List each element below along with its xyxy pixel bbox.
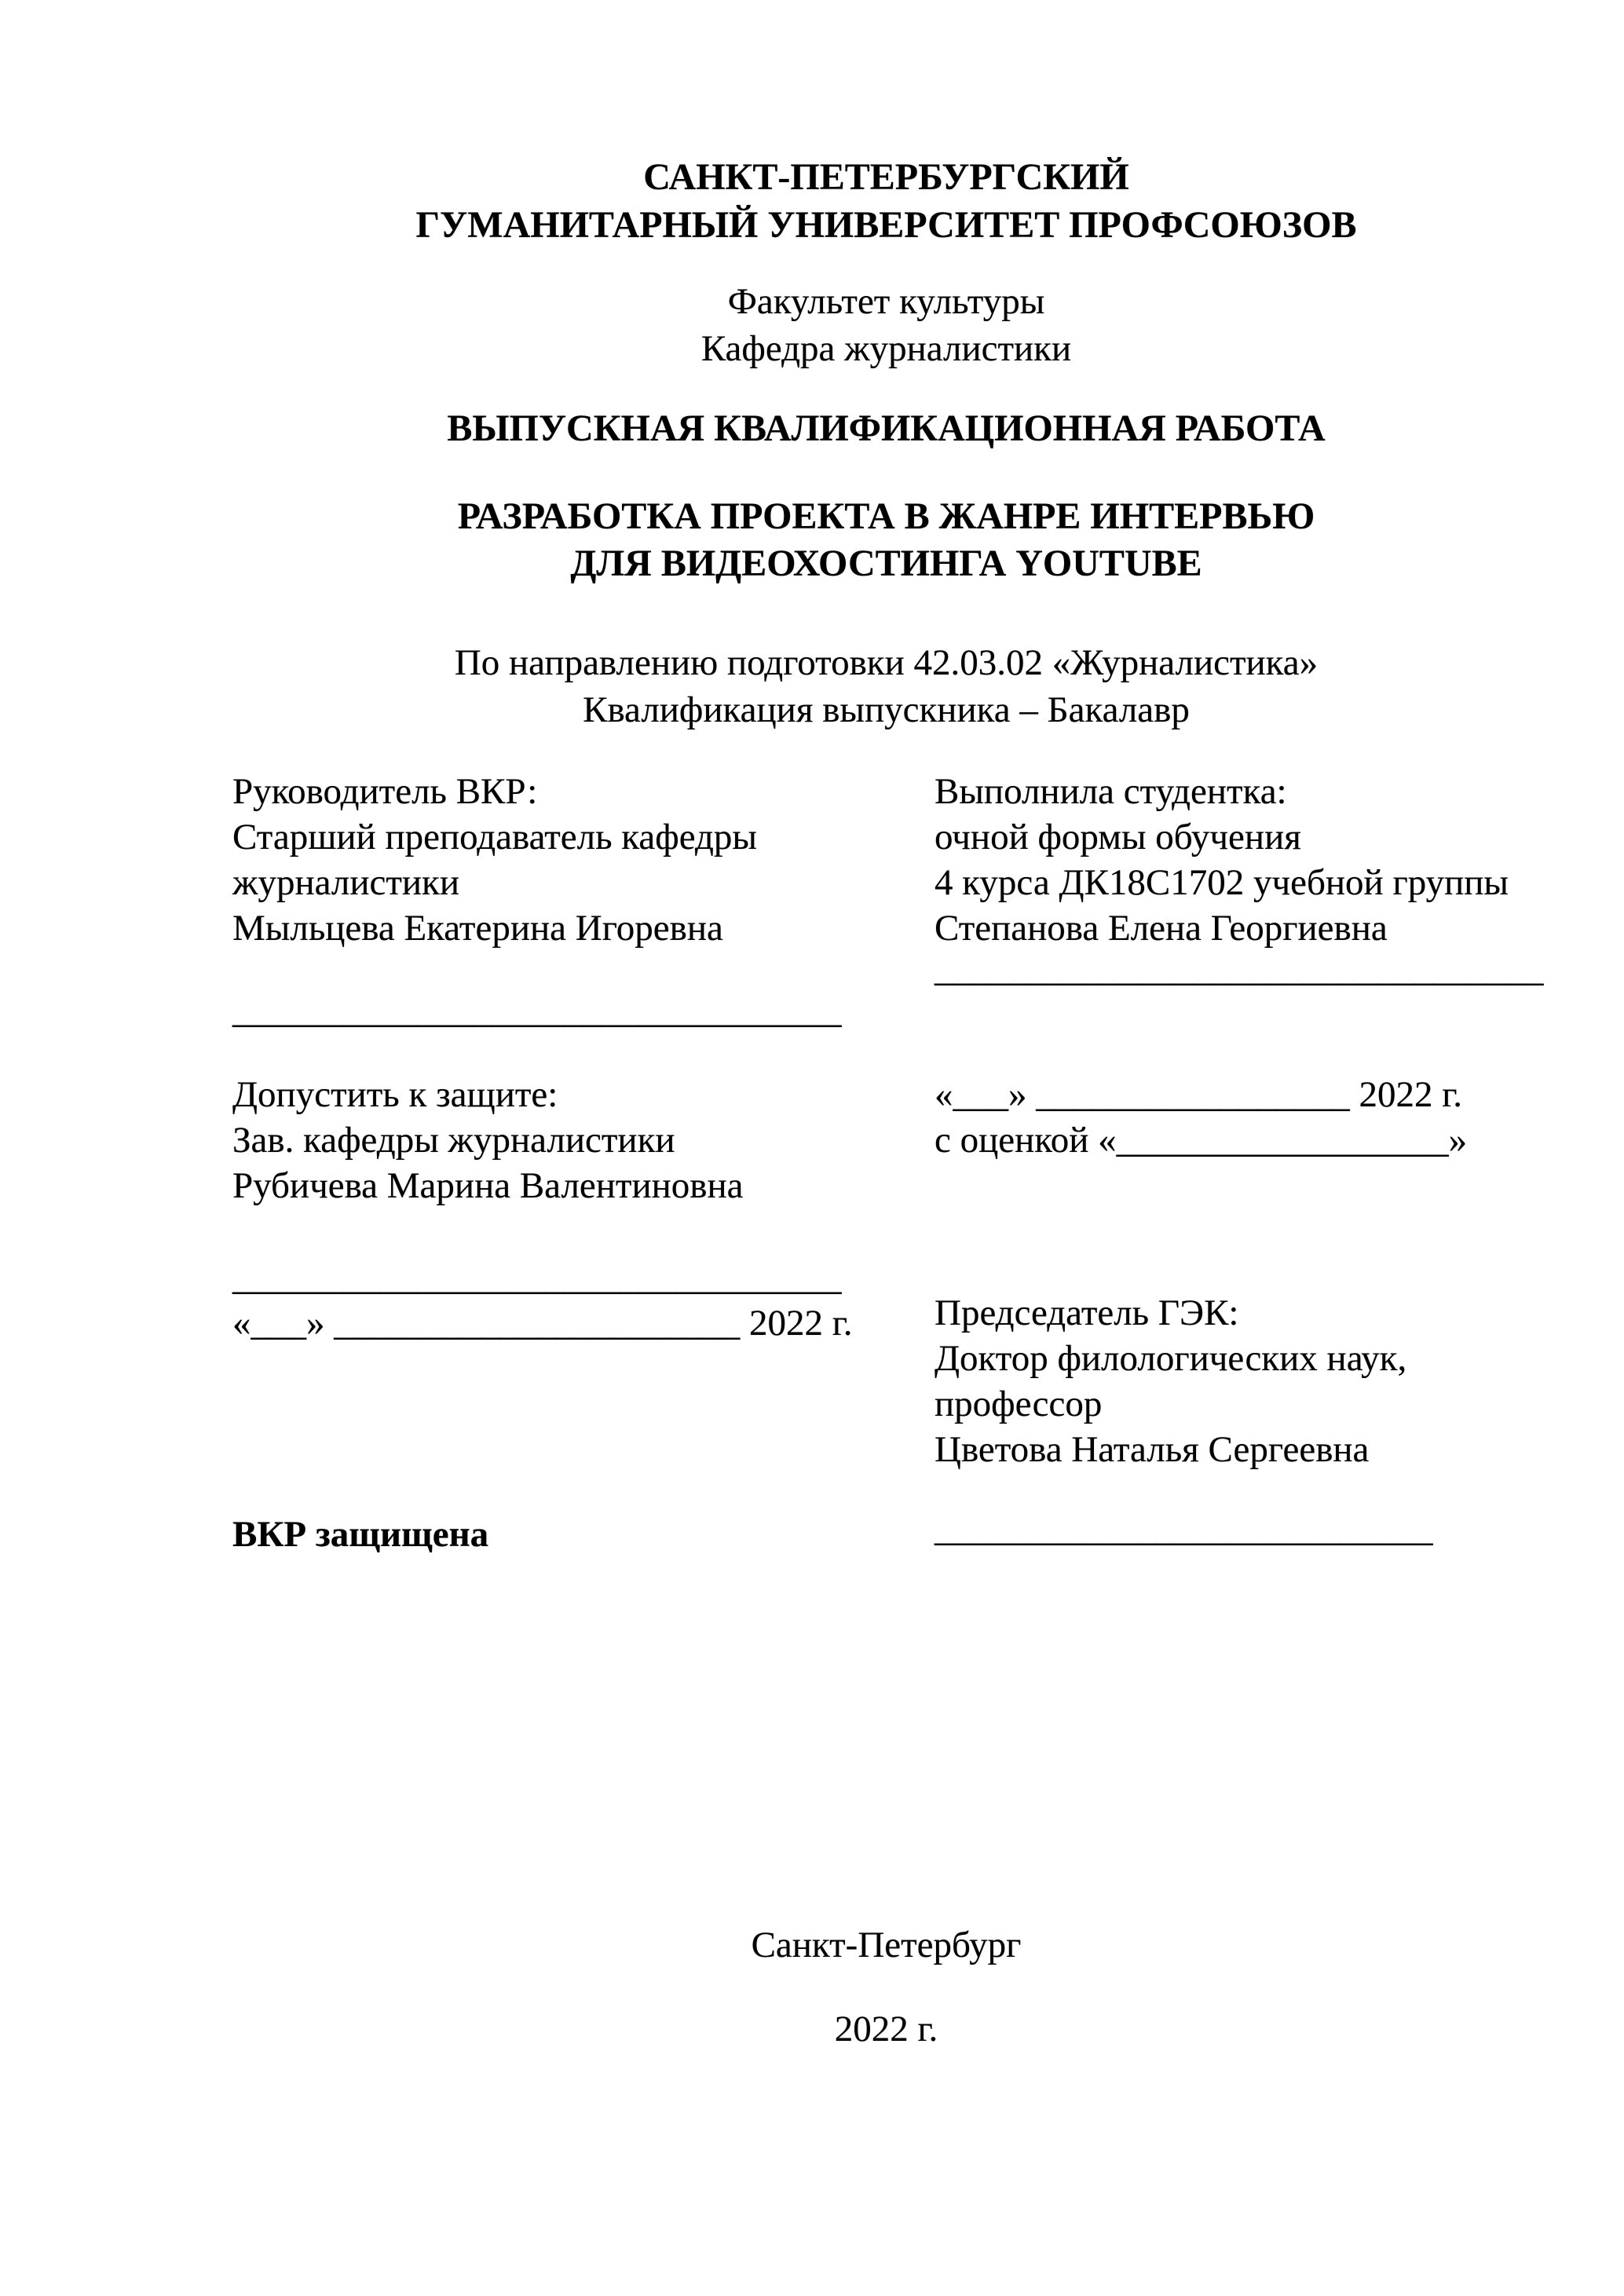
student-group: 4 курса ДК18С1702 учебной группы bbox=[935, 862, 1509, 903]
university-name-line2: ГУМАНИТАРНЫЙ УНИВЕРСИТЕТ ПРОФСОЮЗОВ bbox=[415, 204, 1357, 246]
admission-position: Зав. кафедры журналистики bbox=[232, 1120, 675, 1161]
student-label: Выполнила студентка: bbox=[935, 771, 1287, 812]
supervisor-name: Мыльцева Екатерина Игоревна bbox=[232, 908, 723, 949]
chairman-signature-line: ___________________________ bbox=[935, 1508, 1433, 1549]
chairman-degree-line1: Доктор филологических наук, bbox=[935, 1338, 1407, 1379]
footer-city: Санкт-Петербург bbox=[751, 1925, 1022, 1965]
chairman-name: Цветова Наталья Сергеевна bbox=[935, 1429, 1370, 1470]
thesis-title-line2: ДЛЯ ВИДЕОХОСТИНГА YOUTUBE bbox=[570, 543, 1202, 584]
thesis-title-line1: РАЗРАБОТКА ПРОЕКТА В ЖАНРЕ ИНТЕРВЬЮ bbox=[457, 495, 1315, 537]
direction-line: По направлению подготовки 42.03.02 «Журналистика» bbox=[454, 642, 1319, 683]
chairman-label: Председатель ГЭК: bbox=[935, 1292, 1239, 1333]
faculty-line: Факультет культуры bbox=[727, 281, 1045, 322]
admission-signature-line: _________________________________ bbox=[232, 1257, 842, 1298]
supervisor-position-line1: Старший преподаватель кафедры bbox=[232, 817, 757, 857]
footer-year: 2022 г. bbox=[834, 2009, 938, 2049]
qualification-line: Квалификация выпускника – Бакалавр bbox=[583, 689, 1190, 730]
admission-label: Допустить к защите: bbox=[232, 1074, 558, 1115]
university-name-line1: САНКТ-ПЕТЕРБУРГСКИЙ bbox=[643, 156, 1129, 198]
student-signature-line: _________________________________ bbox=[935, 949, 1544, 989]
defense-date-line: «___» _________________ 2022 г. bbox=[935, 1074, 1462, 1115]
department-line: Кафедра журналистики bbox=[700, 328, 1072, 369]
student-name: Степанова Елена Георгиевна bbox=[935, 908, 1388, 949]
chairman-degree-line2: профессор bbox=[935, 1384, 1103, 1424]
admission-name: Рубичева Марина Валентиновна bbox=[232, 1165, 744, 1206]
defended-label: ВКР защищена bbox=[232, 1514, 489, 1555]
admission-date-line: «___» ______________________ 2022 г. bbox=[232, 1303, 853, 1344]
student-study-form: очной формы обучения bbox=[935, 817, 1301, 857]
supervisor-signature-line: _________________________________ bbox=[232, 990, 842, 1031]
supervisor-label: Руководитель ВКР: bbox=[232, 771, 538, 812]
defense-grade-line: с оценкой «__________________» bbox=[935, 1120, 1468, 1161]
supervisor-position-line2: журналистики bbox=[232, 862, 460, 903]
work-type-heading: ВЫПУСКНАЯ КВАЛИФИКАЦИОННАЯ РАБОТА bbox=[447, 408, 1326, 449]
